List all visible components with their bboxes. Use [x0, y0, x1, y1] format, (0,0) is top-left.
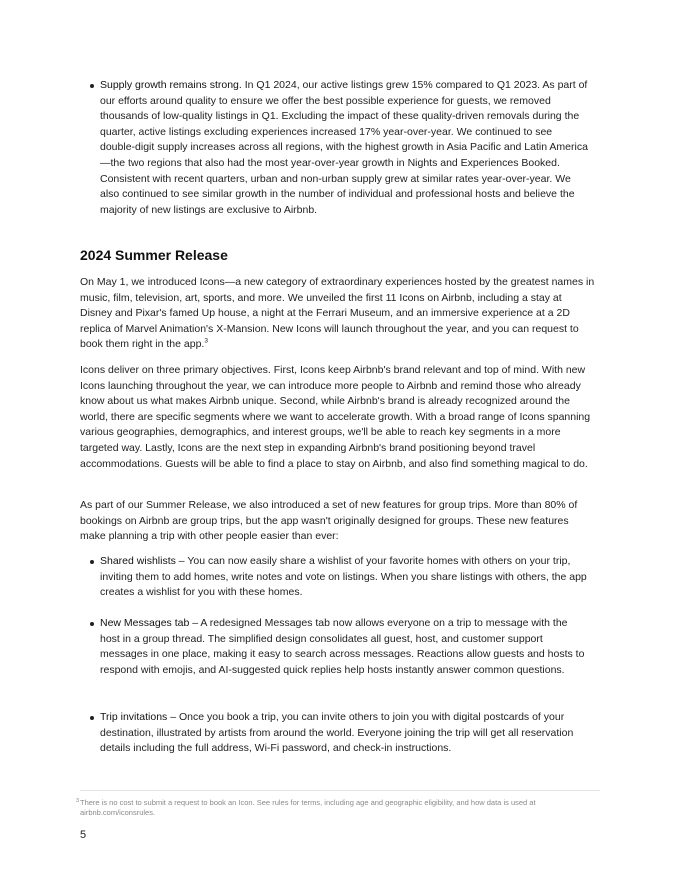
- bullet-text: – You can now easily share a wishlist of your favorite homes with others on your trip, inviting them to add homes, write notes and vote on listings. When you share listings with others, the app creates a wishlist for you with these homes.: [100, 555, 587, 599]
- footnote-reference: 3: [204, 337, 208, 345]
- bullet-text: – A redesigned Messages tab now allows everyone on a trip to message with the host in a group thread. The simplified design consolidates all guest, host, and customer support messages in one place, making it easy to search across messages. Reactions allow guests and hosts to respond with emojis, and AI-suggested quick replies help hosts instantly answer common questions.: [100, 617, 585, 676]
- bullet-paragraph: [100, 78, 590, 218]
- list-item-trip-invitations: [100, 710, 590, 757]
- footnote-text: There is no cost to submit a request to book an Icon. See rules for terms, including age and geographic eligibility, and how data is used at airbnb.com/iconsrules.: [80, 798, 536, 817]
- footnote-number: 3: [76, 798, 80, 804]
- paragraph-icons-objectives: Icons deliver on three primary objectives. First, Icons keep Airbnb's brand relevant and top of mind. With new Icons launching throughout the year, we can introduce more people to Airbnb and remind those who already know about us what makes Airbnb unique. Second, while Airbnb's brand is already recognized around the world, there are specific segments where we want to accelerate growth. With a broad range of Icons spanning various geographies, demographics, and interest groups, we'll be able to reach key segments in a more targeted way. Lastly, Icons are the next step in expanding Airbnb's brand positioning beyond travel accommodations. Guests will be able to find a place to stay on Airbnb, and also find something magical to do.: [80, 364, 591, 470]
- footnote-divider: [80, 790, 600, 791]
- paragraph-text: On May 1, we introduced Icons—a new category of extraordinary experiences hosted by the greatest names in music, film, television, art, sports, and more. We unveiled the first 11 Icons on Airbnb, including a stay at Disney and Pixar's famed Up house, a night at the Ferrari Museum, and an immersive experience at a 2D replica of Marvel Animation's X-Mansion. New Icons will launch throughout the year, and you can request to book them right in the app.: [80, 276, 595, 351]
- bullet-title: Shared wishlists: [100, 555, 176, 567]
- bullet-paragraph: [100, 554, 590, 601]
- bullet-title: Trip invitations: [100, 711, 168, 723]
- footnote: [76, 798, 600, 818]
- paragraph-icons-intro: [80, 275, 595, 353]
- bullet-paragraph: [100, 616, 590, 678]
- section-heading: 2024 Summer Release: [80, 247, 228, 263]
- list-item-new-messages-tab: [100, 616, 590, 678]
- bullet-text: . In Q1 2024, our active listings grew 15% compared to Q1 2023. As part of our efforts around quality to ensure we offer the best possible experience for guests, we removed thousands of low-quality listings in Q1. Excluding the impact of these quality-driven removals during the quarter, active listings excluding experiences increased 17% year-over-year. We continued to see double-digit supply increases across all regions, with the highest growth in Asia Pacific and Latin America—the two regions that also had the most year-over-year growth in Nights and Experiences Booked. Consistent with recent quarters, urban and non-urban supply grew at similar rates year-over-year. We also continued to see similar growth in the number of individual and professional hosts and believe the majority of new listings are exclusive to Airbnb.: [100, 79, 588, 216]
- page-number: 5: [80, 829, 87, 841]
- list-item-shared-wishlists: [100, 554, 590, 601]
- list-item-supply-growth: [100, 78, 590, 218]
- paragraph-group-trips: As part of our Summer Release, we also introduced a set of new features for group trips. More than 80% of bookings on Airbnb are group trips, but the app wasn't originally designed for groups. These new features make planning a trip with other people easier than ever:: [80, 499, 578, 543]
- bullet-title: Supply growth remains strong: [100, 79, 239, 91]
- bullet-paragraph: [100, 710, 590, 757]
- bullet-text: – Once you book a trip, you can invite others to join you with digital postcards of your destination, illustrated by artists from around the world. Everyone joining the trip will get all reservation details including the full address, Wi-Fi password, and check-in instructions.: [100, 711, 574, 755]
- bullet-title: New Messages tab: [100, 617, 190, 629]
